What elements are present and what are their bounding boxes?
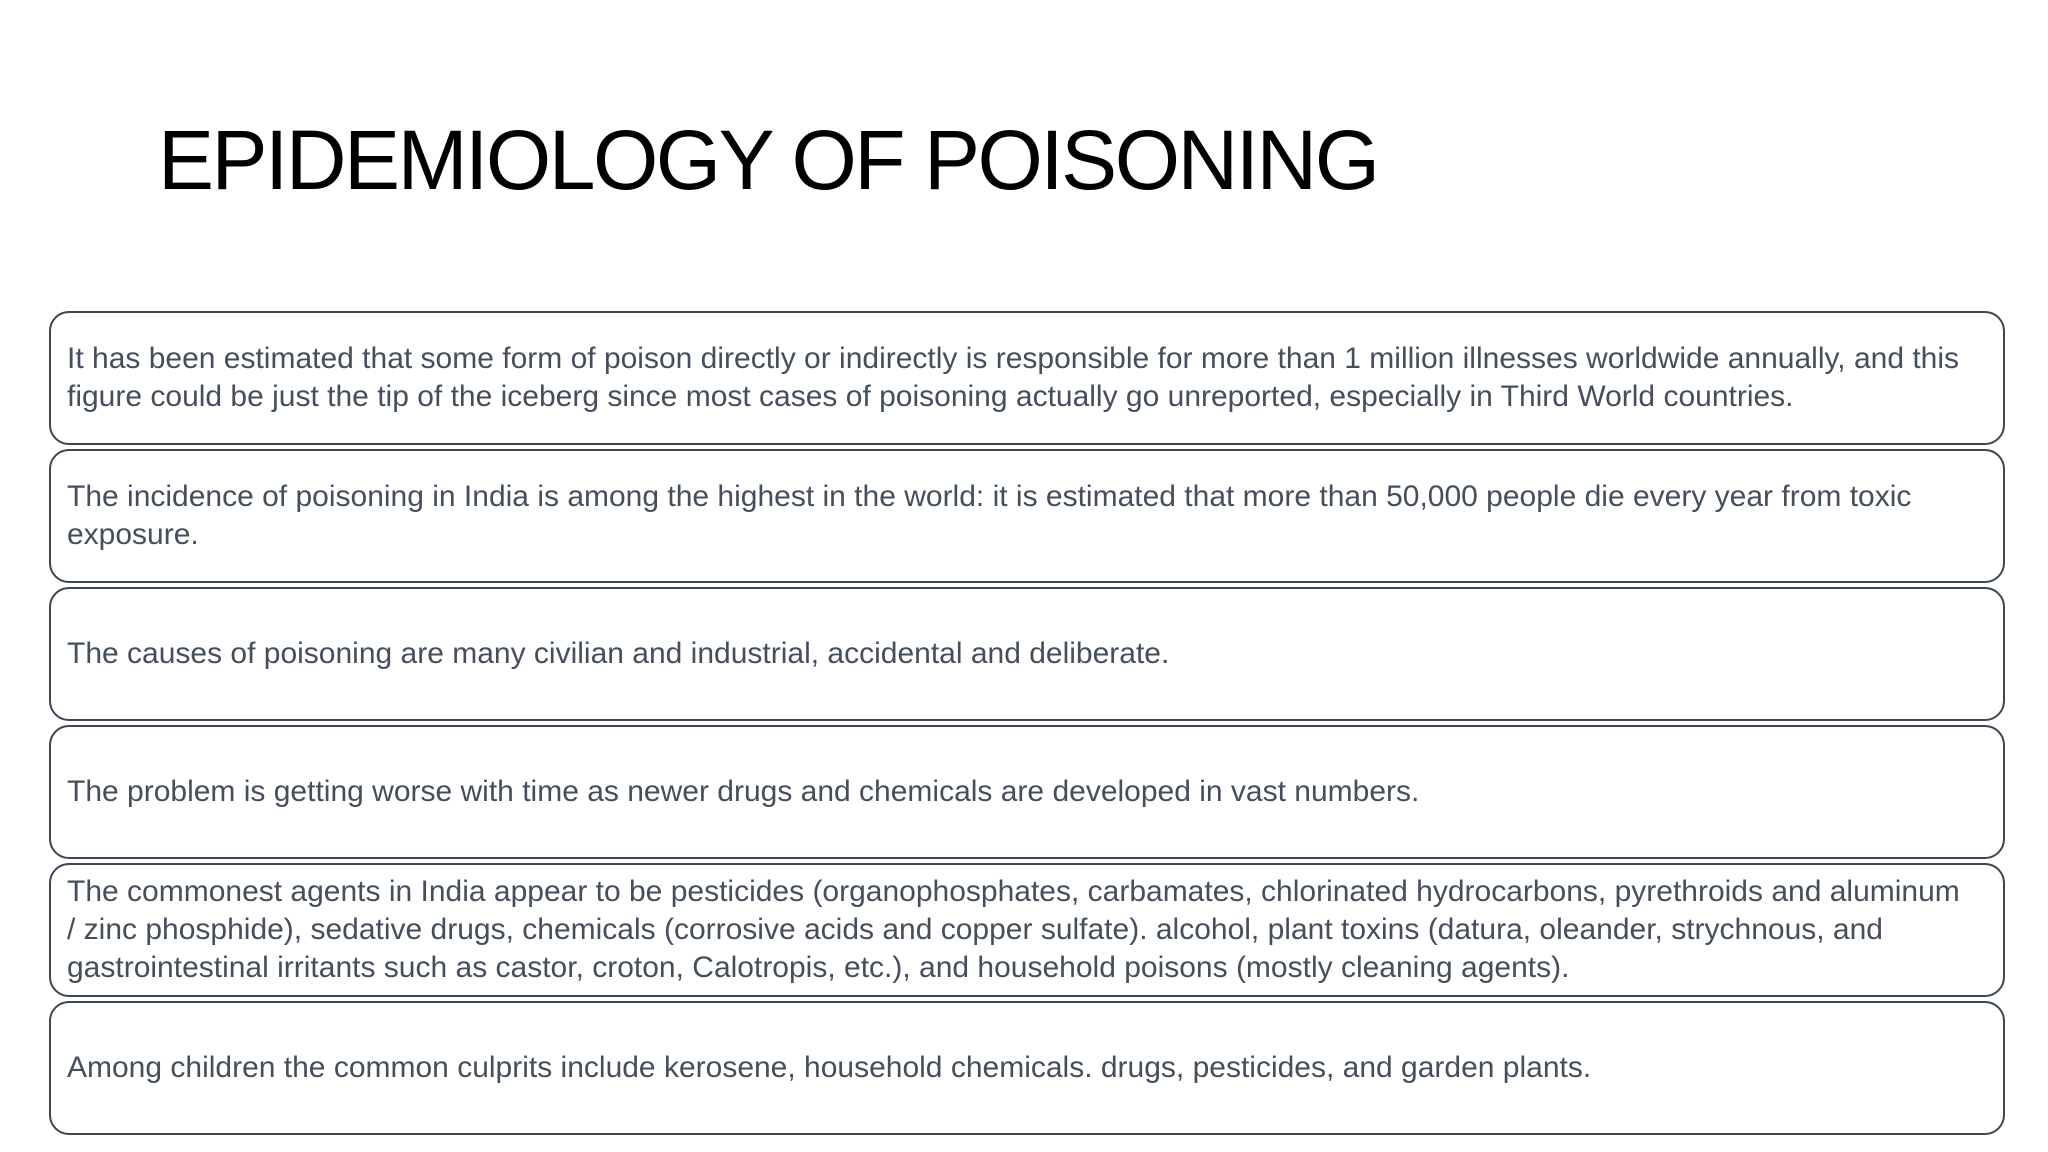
content-box-text: The problem is getting worse with time as newer drugs and chemicals are developed in vast numbers. <box>67 775 1420 808</box>
content-box-text: The causes of poisoning are many civilian and industrial, accidental and deliberate. <box>67 637 1170 670</box>
content-box-india-incidence <box>49 449 2005 583</box>
content-box-estimate <box>49 311 2005 445</box>
content-box-text: It has been estimated that some form of poison directly or indirectly is responsible for more than 1 million illnesses worldwide annually, and this figure could be just the tip of the iceberg since most cases of poisoning actually go unreported, especially in Third World countries. <box>67 342 1960 413</box>
content-box-problem <box>49 725 2005 859</box>
content-box-children <box>49 1001 2005 1135</box>
content-box-common-agents <box>49 863 2005 997</box>
content-box-text: The commonest agents in India appear to be pesticides (organophosphates, carbamates, chlorinated hydrocarbons, pyrethroids and aluminum / zinc phosphide), sedative drugs, chemicals (corrosive acids and copper sulfate). alcohol, plant toxins (datura, oleander, strychnous, and gastrointestinal irritants such as castor, croton, Calotropis, etc.), and household poisons (mostly cleaning agents). <box>67 875 1960 984</box>
content-box-text: Among children the common culprits include kerosene, household chemicals. drugs, pesticides, and garden plants. <box>67 1051 1592 1084</box>
content-box-text: The incidence of poisoning in India is among the highest in the world: it is estimated that more than 50,000 people die every year from toxic exposure. <box>67 480 1912 551</box>
content-box-causes <box>49 587 2005 721</box>
slide-title: EPIDEMIOLOGY OF POISONING <box>158 113 1378 207</box>
